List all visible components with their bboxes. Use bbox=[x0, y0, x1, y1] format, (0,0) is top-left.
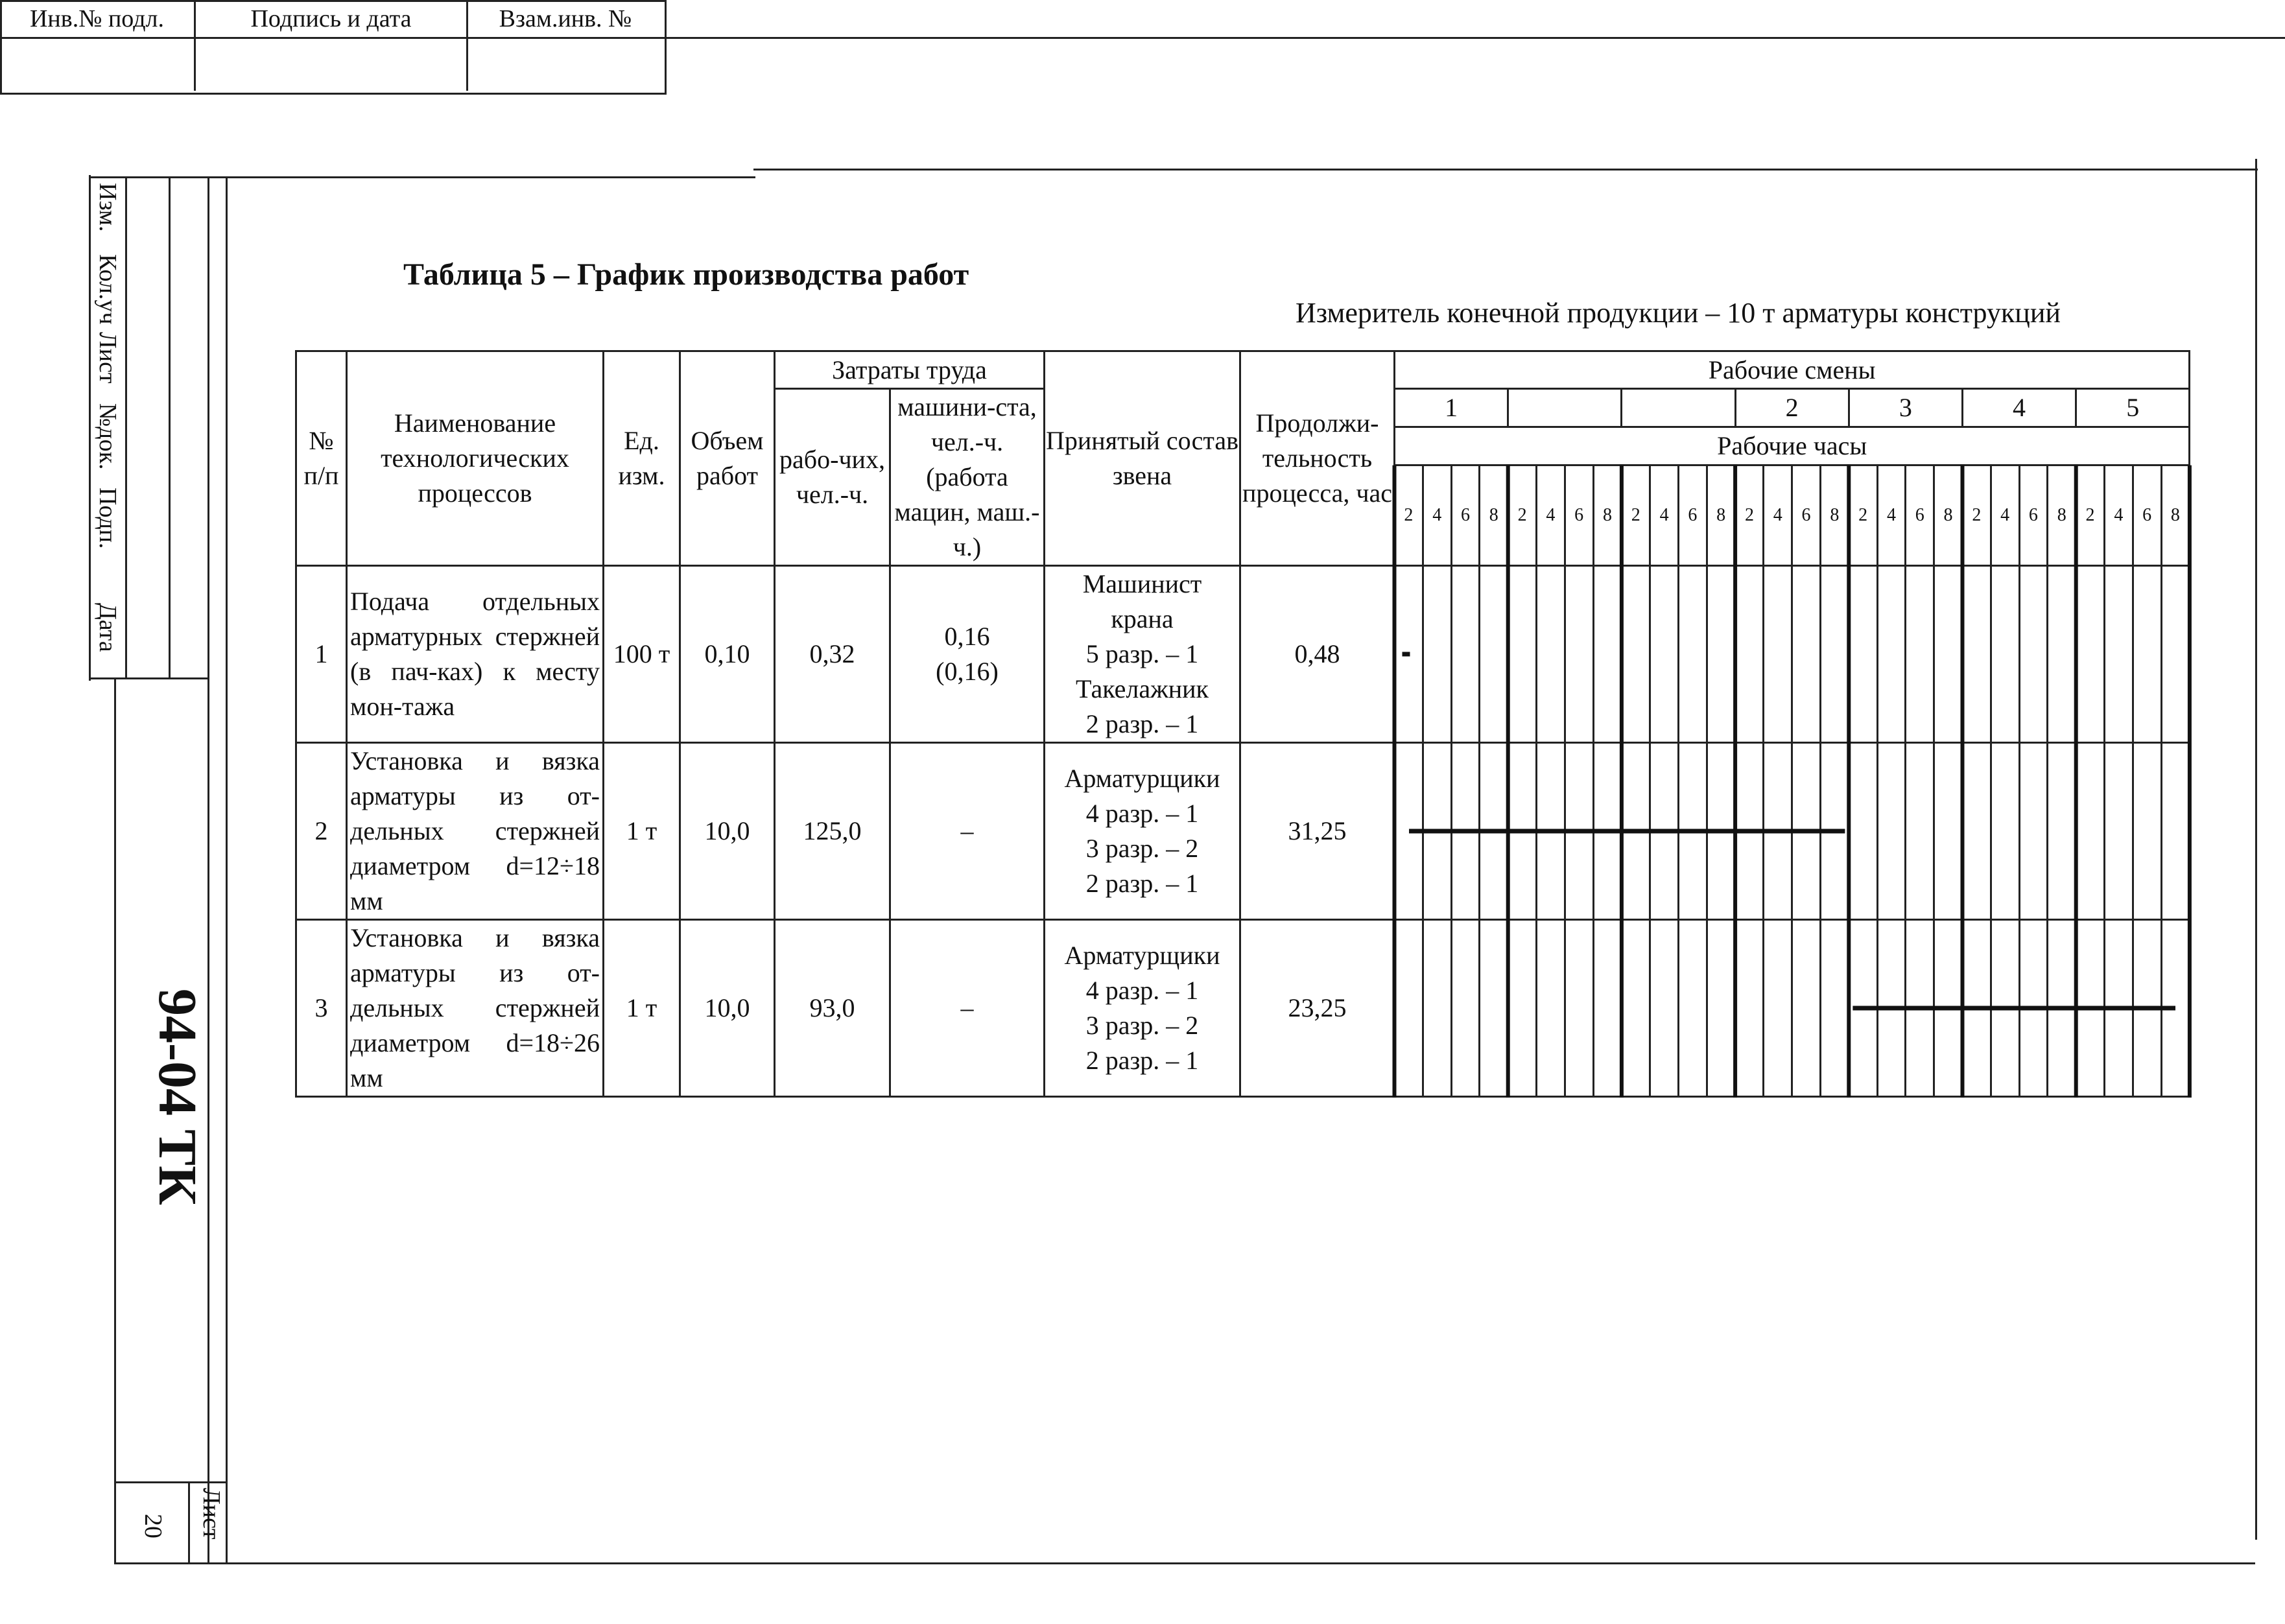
row-crew bbox=[1045, 743, 1240, 920]
gantt-cell bbox=[1877, 566, 1906, 743]
top-stamp-header bbox=[0, 0, 2285, 39]
gantt-cell bbox=[1877, 920, 1906, 1097]
gantt-cell bbox=[1735, 743, 1764, 920]
row-machinists: – bbox=[890, 743, 1045, 920]
shift-number-1: 1 bbox=[1395, 389, 1508, 427]
table-row bbox=[296, 920, 2190, 1097]
gantt-cell bbox=[2048, 920, 2076, 1097]
row-duration: 0,48 bbox=[1240, 566, 1395, 743]
gantt-cell bbox=[1792, 743, 1821, 920]
gantt-cell bbox=[1934, 566, 1963, 743]
gantt-cell bbox=[1593, 920, 1622, 1097]
row-num: 2 bbox=[296, 743, 347, 920]
gantt-cell bbox=[1508, 566, 1537, 743]
gantt-cell bbox=[2161, 920, 2190, 1097]
gantt-cell bbox=[1764, 566, 1792, 743]
hour-tick: 2 bbox=[2076, 465, 2105, 566]
sheet-label: Лист bbox=[198, 1488, 225, 1540]
gantt-cell bbox=[2133, 566, 2161, 743]
shift-number-3 bbox=[1622, 389, 1735, 427]
gantt-cell bbox=[1508, 743, 1537, 920]
gantt-cell bbox=[1536, 743, 1565, 920]
gantt-cell bbox=[1508, 920, 1537, 1097]
row-workers: 125,0 bbox=[775, 743, 890, 920]
gantt-cell bbox=[1735, 920, 1764, 1097]
gantt-cell bbox=[1650, 566, 1679, 743]
row-crew bbox=[1045, 920, 1240, 1097]
measure-unit: Измеритель конечной продукции – 10 т арматуры конструкций bbox=[1296, 297, 2061, 329]
row-num: 1 bbox=[296, 566, 347, 743]
row-process-name: Подача отдельных арматурных стержней (в пач-ках) к месту мон-тажа bbox=[347, 566, 604, 743]
doc-code: 94-04 ТК bbox=[147, 989, 207, 1205]
crew-line: 4 разр. – 1 bbox=[1085, 976, 1199, 1005]
frame-left-outer bbox=[89, 175, 91, 681]
gantt-cell bbox=[1735, 566, 1764, 743]
hour-tick: 4 bbox=[1536, 465, 1565, 566]
gantt-cell bbox=[1991, 920, 2019, 1097]
crew-line: 5 разр. – 1 bbox=[1085, 639, 1199, 668]
header-duration: Продолжи-тельность процесса, час bbox=[1240, 351, 1395, 566]
gantt-cell bbox=[1451, 566, 1480, 743]
gantt-cell bbox=[2076, 743, 2105, 920]
gantt-cell bbox=[1820, 743, 1849, 920]
row-volume: 0,10 bbox=[680, 566, 775, 743]
hour-tick: 4 bbox=[1650, 465, 1679, 566]
hour-tick: 6 bbox=[1678, 465, 1707, 566]
row-volume: 10,0 bbox=[680, 920, 775, 1097]
crew-line: Арматурщики bbox=[1064, 941, 1220, 970]
header-name: Наименование технологических процессов bbox=[347, 351, 604, 566]
shift-number-5: 3 bbox=[1849, 389, 1962, 427]
hour-tick: 2 bbox=[1622, 465, 1650, 566]
gantt-cell bbox=[1934, 743, 1963, 920]
gantt-cell bbox=[1877, 743, 1906, 920]
gantt-cell bbox=[1792, 566, 1821, 743]
gantt-cell bbox=[2019, 566, 2048, 743]
frame-bottom bbox=[115, 1562, 2255, 1564]
gantt-cell bbox=[1991, 566, 2019, 743]
gantt-cell bbox=[2161, 743, 2190, 920]
crew-line: 2 разр. – 1 bbox=[1085, 709, 1199, 738]
gantt-cell bbox=[1906, 743, 1934, 920]
stamp-col-line-2 bbox=[169, 178, 171, 677]
header-hours: Рабочие часы bbox=[1395, 427, 2190, 465]
hour-tick: 4 bbox=[1423, 465, 1451, 566]
gantt-cell bbox=[1906, 920, 1934, 1097]
row-num: 3 bbox=[296, 920, 347, 1097]
hour-tick: 8 bbox=[2161, 465, 2190, 566]
header-volume: Объем работ bbox=[680, 351, 775, 566]
gantt-cell bbox=[1678, 566, 1707, 743]
gantt-cell bbox=[1792, 920, 1821, 1097]
hour-tick: 4 bbox=[2104, 465, 2133, 566]
hour-tick: 4 bbox=[1877, 465, 1906, 566]
gantt-cell bbox=[1395, 566, 1423, 743]
hour-tick: 6 bbox=[1792, 465, 1821, 566]
gantt-cell bbox=[1962, 743, 1991, 920]
stamp-bottom-line bbox=[89, 677, 209, 679]
gantt-cell bbox=[2133, 743, 2161, 920]
row-unit: 1 т bbox=[604, 743, 680, 920]
row-workers: 0,32 bbox=[775, 566, 890, 743]
crew-line: Арматурщики bbox=[1064, 764, 1220, 793]
gantt-cell bbox=[1991, 743, 2019, 920]
gantt-cell bbox=[1622, 743, 1650, 920]
stamp-right-line bbox=[207, 178, 209, 1562]
frame-left-inner bbox=[226, 178, 228, 1562]
gantt-cell bbox=[2161, 566, 2190, 743]
row-unit: 100 т bbox=[604, 566, 680, 743]
gantt-cell bbox=[1820, 920, 1849, 1097]
gantt-cell bbox=[2019, 743, 2048, 920]
gantt-cell bbox=[1764, 920, 1792, 1097]
gantt-cell bbox=[1849, 920, 1877, 1097]
gantt-cell bbox=[1565, 566, 1593, 743]
crew-line: 4 разр. – 1 bbox=[1085, 799, 1199, 828]
crew-line: крана bbox=[1111, 604, 1174, 633]
crew-line: Такелажник bbox=[1076, 674, 1209, 703]
gantt-cell bbox=[2076, 920, 2105, 1097]
hour-tick: 6 bbox=[1451, 465, 1480, 566]
header-machinists: машини-ста, чел.-ч. (работа мацин, маш.-ч.) bbox=[890, 389, 1045, 566]
shift-number-4: 2 bbox=[1735, 389, 1849, 427]
gantt-cell bbox=[1764, 743, 1792, 920]
crew-line: Машинист bbox=[1082, 569, 1202, 598]
hour-tick: 8 bbox=[1593, 465, 1622, 566]
gantt-cell bbox=[1423, 743, 1451, 920]
gantt-cell bbox=[1962, 920, 1991, 1097]
sheet-box-divider bbox=[188, 1481, 190, 1564]
gantt-cell bbox=[1820, 566, 1849, 743]
stamp-signature-date: Подпись и дата bbox=[196, 0, 468, 37]
row-duration: 23,25 bbox=[1240, 920, 1395, 1097]
header-workers: рабо-чих, чел.-ч. bbox=[775, 389, 890, 566]
gantt-cell bbox=[1678, 743, 1707, 920]
stamp-ndok: №док. bbox=[94, 403, 121, 470]
hour-tick: 8 bbox=[1820, 465, 1849, 566]
shift-number-7: 5 bbox=[2076, 389, 2190, 427]
header-labor-costs: Затраты труда bbox=[775, 351, 1045, 389]
hour-tick: 6 bbox=[1565, 465, 1593, 566]
gantt-cell bbox=[1480, 743, 1508, 920]
row-machinists: 0,16 (0,16) bbox=[890, 566, 1045, 743]
crew-line: 3 разр. – 2 bbox=[1085, 1011, 1199, 1040]
shift-number-2 bbox=[1508, 389, 1622, 427]
gantt-cell bbox=[1707, 566, 1735, 743]
stamp-podp: Подп. bbox=[94, 488, 121, 549]
hour-tick: 8 bbox=[1707, 465, 1735, 566]
gantt-cell bbox=[1423, 920, 1451, 1097]
row-crew bbox=[1045, 566, 1240, 743]
header-crew: Принятый состав звена bbox=[1045, 351, 1240, 566]
gantt-cell bbox=[2104, 743, 2133, 920]
stamp-data: Дата bbox=[94, 603, 121, 652]
crew-line: 3 разр. – 2 bbox=[1085, 834, 1199, 863]
row-process-name: Установка и вязка арматуры из от-дельных стержней диаметром d=18÷26 мм bbox=[347, 920, 604, 1097]
crew-line: 2 разр. – 1 bbox=[1085, 1046, 1199, 1075]
hour-tick: 6 bbox=[2019, 465, 2048, 566]
stamp-col-line-1 bbox=[125, 178, 127, 677]
gantt-cell bbox=[1593, 743, 1622, 920]
gantt-cell bbox=[1650, 920, 1679, 1097]
hour-tick: 8 bbox=[1480, 465, 1508, 566]
stamp-inv-podl: Инв.№ подл. bbox=[0, 0, 196, 37]
hour-tick: 2 bbox=[1395, 465, 1423, 566]
hour-tick: 6 bbox=[1906, 465, 1934, 566]
hour-tick: 2 bbox=[1508, 465, 1537, 566]
crew-line: 2 разр. – 1 bbox=[1085, 869, 1199, 898]
gantt-cell bbox=[1451, 920, 1480, 1097]
gantt-cell bbox=[1849, 566, 1877, 743]
gantt-cell bbox=[1480, 920, 1508, 1097]
gantt-cell bbox=[2048, 743, 2076, 920]
hour-tick: 8 bbox=[1934, 465, 1963, 566]
gantt-cell bbox=[1849, 743, 1877, 920]
gantt-cell bbox=[2104, 920, 2133, 1097]
row-duration: 31,25 bbox=[1240, 743, 1395, 920]
table-title: Таблица 5 – График производства работ bbox=[403, 257, 969, 292]
gantt-cell bbox=[1622, 566, 1650, 743]
work-schedule-table bbox=[295, 350, 2190, 1098]
gantt-cell bbox=[1622, 920, 1650, 1097]
frame-top bbox=[753, 169, 2258, 171]
gantt-cell bbox=[1536, 566, 1565, 743]
hour-tick: 6 bbox=[2133, 465, 2161, 566]
gantt-cell bbox=[2104, 566, 2133, 743]
stamp-kol-uch: Кол.уч bbox=[94, 254, 121, 325]
gantt-cell bbox=[1906, 566, 1934, 743]
gantt-cell bbox=[1451, 743, 1480, 920]
gantt-cell bbox=[1962, 566, 1991, 743]
gantt-cell bbox=[1395, 920, 1423, 1097]
table-row bbox=[296, 566, 2190, 743]
frame-right bbox=[2255, 159, 2257, 1540]
hour-tick: 4 bbox=[1764, 465, 1792, 566]
row-volume: 10,0 bbox=[680, 743, 775, 920]
table-row bbox=[296, 743, 2190, 920]
gantt-cell bbox=[1423, 566, 1451, 743]
gantt-cell bbox=[1565, 743, 1593, 920]
row-process-name: Установка и вязка арматуры из от-дельных стержней диаметром d=12÷18 мм bbox=[347, 743, 604, 920]
hour-tick: 4 bbox=[1991, 465, 2019, 566]
gantt-cell bbox=[1480, 566, 1508, 743]
hour-tick: 2 bbox=[1849, 465, 1877, 566]
stamp-vzam-inv: Взам.инв. № bbox=[499, 5, 632, 32]
header-shifts: Рабочие смены bbox=[1395, 351, 2190, 389]
sheet-number: 20 bbox=[139, 1514, 167, 1538]
gantt-cell bbox=[1395, 743, 1423, 920]
frame-left bbox=[114, 677, 116, 1564]
stamp-list: Лист bbox=[94, 332, 121, 384]
gantt-cell bbox=[1565, 920, 1593, 1097]
gantt-cell bbox=[1707, 920, 1735, 1097]
gantt-cell bbox=[1707, 743, 1735, 920]
hour-tick: 2 bbox=[1962, 465, 1991, 566]
header-num: № п/п bbox=[296, 351, 347, 566]
gantt-cell bbox=[1678, 920, 1707, 1097]
gantt-cell bbox=[2019, 920, 2048, 1097]
top-stamp bbox=[0, 0, 667, 95]
sheet-box-top bbox=[115, 1481, 226, 1483]
hour-tick: 2 bbox=[1735, 465, 1764, 566]
gantt-cell bbox=[1650, 743, 1679, 920]
gantt-cell bbox=[2133, 920, 2161, 1097]
hour-tick: 8 bbox=[2048, 465, 2076, 566]
stamp-izm: Изм. bbox=[94, 183, 121, 232]
row-workers: 93,0 bbox=[775, 920, 890, 1097]
gantt-cell bbox=[1593, 566, 1622, 743]
shift-number-6: 4 bbox=[1962, 389, 2076, 427]
row-machinists: – bbox=[890, 920, 1045, 1097]
gantt-cell bbox=[2076, 566, 2105, 743]
gantt-cell bbox=[1934, 920, 1963, 1097]
gantt-cell bbox=[2048, 566, 2076, 743]
header-unit: Ед. изм. bbox=[604, 351, 680, 566]
gantt-cell bbox=[1536, 920, 1565, 1097]
row-unit: 1 т bbox=[604, 920, 680, 1097]
